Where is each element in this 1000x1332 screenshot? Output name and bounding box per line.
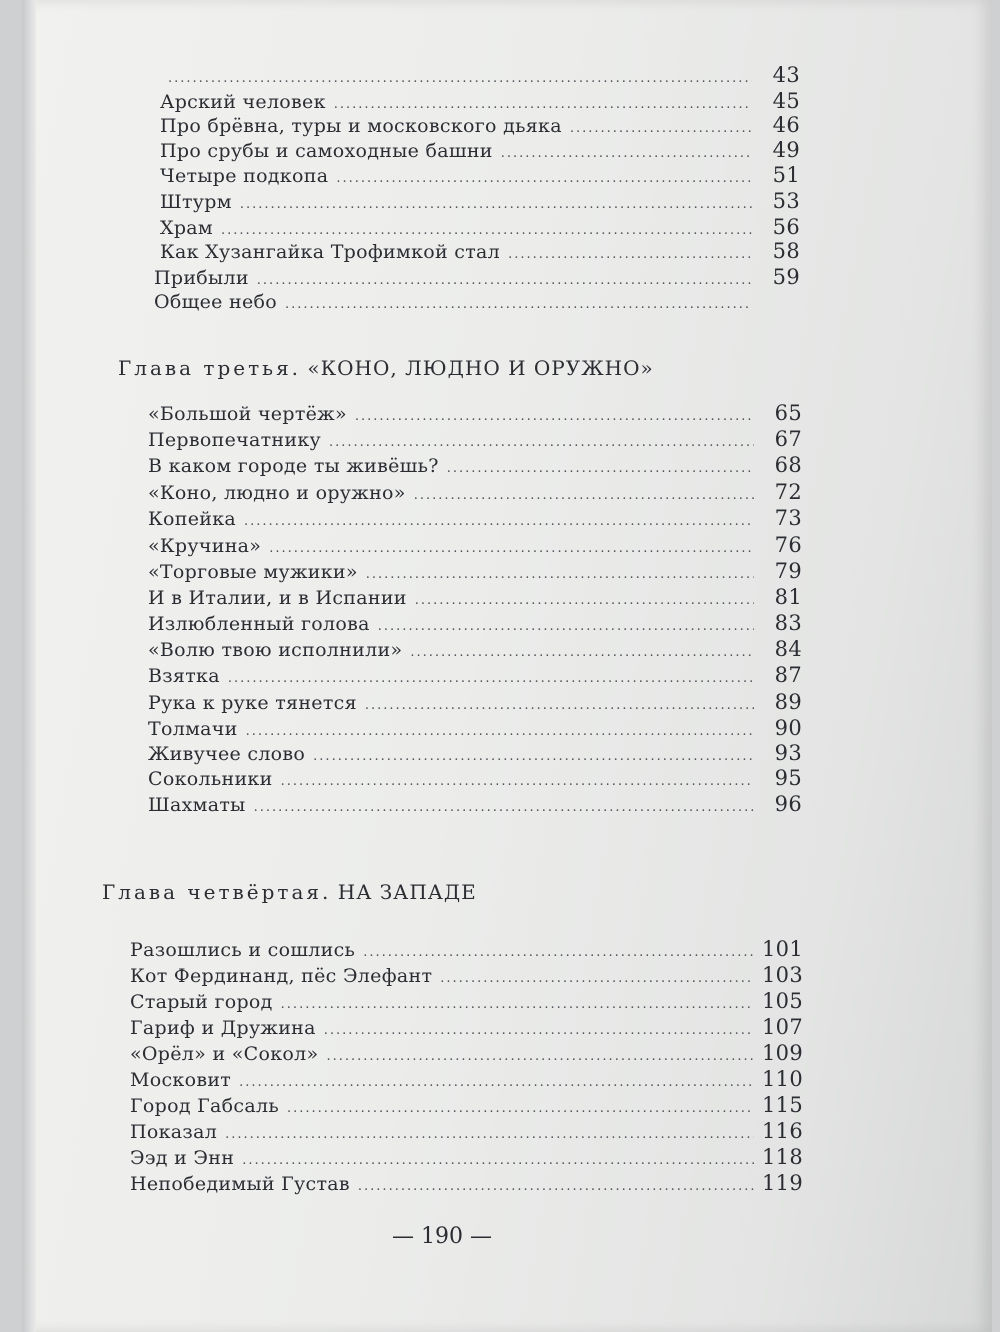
toc-entry-title: Сокольники bbox=[148, 768, 273, 790]
toc-entry bbox=[148, 715, 802, 741]
toc-entry bbox=[148, 452, 802, 478]
toc-entry-page: 84 bbox=[774, 637, 802, 661]
toc-entry-title: Гариф и Дружина bbox=[130, 1017, 316, 1039]
toc-entry-title: Рука к руке тянется bbox=[148, 692, 357, 714]
toc-entry-page: 67 bbox=[774, 427, 802, 451]
toc-entry-page: 116 bbox=[762, 1119, 803, 1143]
toc-entry bbox=[148, 532, 802, 558]
toc-entry bbox=[148, 584, 802, 610]
toc-entry bbox=[148, 400, 802, 426]
page-number: — 190 — bbox=[392, 1224, 492, 1249]
toc-entry-title: Про брёвна, туры и московского дьяка bbox=[160, 115, 562, 137]
toc-entry bbox=[130, 1144, 802, 1170]
toc-entry-title: Штурм bbox=[160, 191, 232, 213]
toc-entry bbox=[130, 936, 802, 962]
toc-entry-title: Взятка bbox=[148, 665, 220, 687]
toc-entry-title: Как Хузангайка Трофимкой стал bbox=[160, 241, 501, 263]
toc-entry-page: 119 bbox=[762, 1171, 803, 1195]
toc-entry-title: Московит bbox=[130, 1069, 232, 1091]
toc-entry bbox=[160, 112, 800, 138]
toc-entry bbox=[148, 740, 802, 766]
toc-entry-title: Арский человек bbox=[160, 91, 326, 113]
toc-entry bbox=[148, 765, 802, 791]
book-page bbox=[22, 0, 992, 1332]
toc-entry bbox=[148, 662, 802, 688]
chapter-title: «КОНО, ЛЮДНО И ОРУЖНО» bbox=[307, 356, 654, 380]
toc-entry-title: «Волю твою исполнили» bbox=[148, 639, 403, 661]
toc-entry-page: 56 bbox=[772, 215, 800, 239]
toc-entry-title: Общее небо bbox=[154, 291, 277, 313]
toc-entry bbox=[130, 1092, 802, 1118]
toc-entry bbox=[148, 558, 802, 584]
toc-entry bbox=[130, 988, 802, 1014]
toc-entry bbox=[148, 505, 802, 531]
toc-entry-page: 93 bbox=[774, 741, 802, 765]
toc-entry-title: «Кручина» bbox=[148, 535, 262, 557]
toc-entry-title: Четыре подкопа bbox=[160, 165, 329, 187]
toc-entry-page: 65 bbox=[774, 401, 802, 425]
toc-entry bbox=[130, 1118, 802, 1144]
toc-entry-title: Разошлись и сошлись bbox=[130, 939, 356, 961]
toc-entry-title: И в Италии, и в Испании bbox=[148, 587, 407, 609]
toc-entry-page: 109 bbox=[762, 1041, 803, 1065]
toc-entry-page: 87 bbox=[774, 663, 802, 687]
toc-entry-page: 53 bbox=[772, 189, 800, 213]
page-edge bbox=[22, 0, 36, 1332]
toc-entry-page: 51 bbox=[772, 163, 800, 187]
chapter-heading bbox=[102, 880, 477, 904]
toc-entry-title: Копейка bbox=[148, 508, 237, 530]
toc-entry bbox=[154, 264, 800, 290]
toc-entry-page: 81 bbox=[774, 585, 802, 609]
toc-entry bbox=[160, 162, 800, 188]
chapter-label: Глава четвёртая. bbox=[102, 880, 332, 904]
toc-entry bbox=[148, 636, 802, 662]
toc-entry-page: 95 bbox=[774, 766, 802, 790]
toc-entry-page: 49 bbox=[772, 138, 800, 162]
toc-entry-page: 105 bbox=[762, 989, 803, 1013]
toc-entry-title: «Коно, людно и оружно» bbox=[148, 482, 406, 504]
toc-entry-title: Показал bbox=[130, 1121, 218, 1143]
toc-entry bbox=[160, 62, 800, 88]
toc-entry-title: Ээд и Энн bbox=[130, 1147, 235, 1169]
toc-entry-page: 103 bbox=[762, 963, 803, 987]
toc-entry-page: 83 bbox=[774, 611, 802, 635]
toc-entry-title: Излюбленный голова bbox=[148, 613, 370, 635]
toc-entry-page: 73 bbox=[774, 506, 802, 530]
toc-entry-page: 46 bbox=[772, 113, 800, 137]
toc-entry bbox=[130, 962, 802, 988]
toc-entry-page: 115 bbox=[762, 1093, 803, 1117]
toc-entry-title: «Торговые мужики» bbox=[148, 561, 358, 583]
toc-entry-page: 118 bbox=[762, 1145, 803, 1169]
toc-entry bbox=[148, 791, 802, 817]
toc-entry-page: 110 bbox=[762, 1067, 803, 1091]
toc-entry-page: 79 bbox=[774, 559, 802, 583]
toc-entry-title: Толмачи bbox=[148, 718, 238, 740]
chapter-title: НА ЗАПАДЕ bbox=[337, 880, 477, 904]
toc-entry-title: Живучее слово bbox=[148, 743, 306, 765]
toc-entry-title: «Орёл» и «Сокол» bbox=[130, 1043, 319, 1065]
toc-entry-page: 107 bbox=[762, 1015, 803, 1039]
toc-entry bbox=[130, 1014, 802, 1040]
toc-entry bbox=[160, 188, 800, 214]
toc-entry-title: Старый город bbox=[130, 991, 273, 1013]
toc-entry-title: «Большой чертёж» bbox=[148, 403, 347, 425]
toc-entry-page: 45 bbox=[772, 89, 800, 113]
toc-entry-page: 89 bbox=[774, 690, 802, 714]
toc-entry bbox=[160, 88, 800, 114]
toc-entry-page: 59 bbox=[772, 265, 800, 289]
toc-entry bbox=[130, 1040, 802, 1066]
toc-entry bbox=[154, 289, 800, 315]
toc-entry-title: Про срубы и самоходные башни bbox=[160, 140, 493, 162]
toc-leader-dots bbox=[285, 292, 752, 318]
chapter-label: Глава третья. bbox=[118, 356, 302, 380]
toc-entry-title: Шахматы bbox=[148, 794, 246, 816]
toc-entry-page: 101 bbox=[762, 937, 803, 961]
toc-entry-title: Прибыли bbox=[154, 267, 249, 289]
toc-entry-page: 58 bbox=[772, 239, 800, 263]
toc-entry-page: 96 bbox=[774, 792, 802, 816]
toc-entry-page: 76 bbox=[774, 533, 802, 557]
toc-entry-page: 43 bbox=[772, 63, 800, 87]
toc-entry-title: Непобедимый Густав bbox=[130, 1173, 350, 1195]
toc-entry-title: Храм bbox=[160, 217, 213, 239]
toc-entry bbox=[148, 479, 802, 505]
toc-entry bbox=[130, 1170, 802, 1196]
toc-entry bbox=[148, 610, 802, 636]
toc-entry bbox=[148, 426, 802, 452]
toc-entry bbox=[160, 214, 800, 240]
toc-entry-page: 68 bbox=[774, 453, 802, 477]
toc-entry-title: Город Габсаль bbox=[130, 1095, 279, 1117]
toc-entry-title: Кот Фердинанд, пёс Элефант bbox=[130, 965, 433, 987]
toc-entry-title: Первопечатнику bbox=[148, 429, 322, 451]
toc-entry-page: 90 bbox=[774, 716, 802, 740]
toc-leader-dots bbox=[254, 795, 754, 821]
chapter-heading bbox=[118, 356, 654, 380]
toc-entry bbox=[148, 689, 802, 715]
toc-leader-dots bbox=[358, 1174, 754, 1200]
toc-entry bbox=[160, 238, 800, 264]
toc-entry bbox=[130, 1066, 802, 1092]
toc-entry-page: 72 bbox=[774, 480, 802, 504]
toc-entry-title: В каком городе ты живёшь? bbox=[148, 455, 439, 477]
toc-entry bbox=[160, 137, 800, 163]
